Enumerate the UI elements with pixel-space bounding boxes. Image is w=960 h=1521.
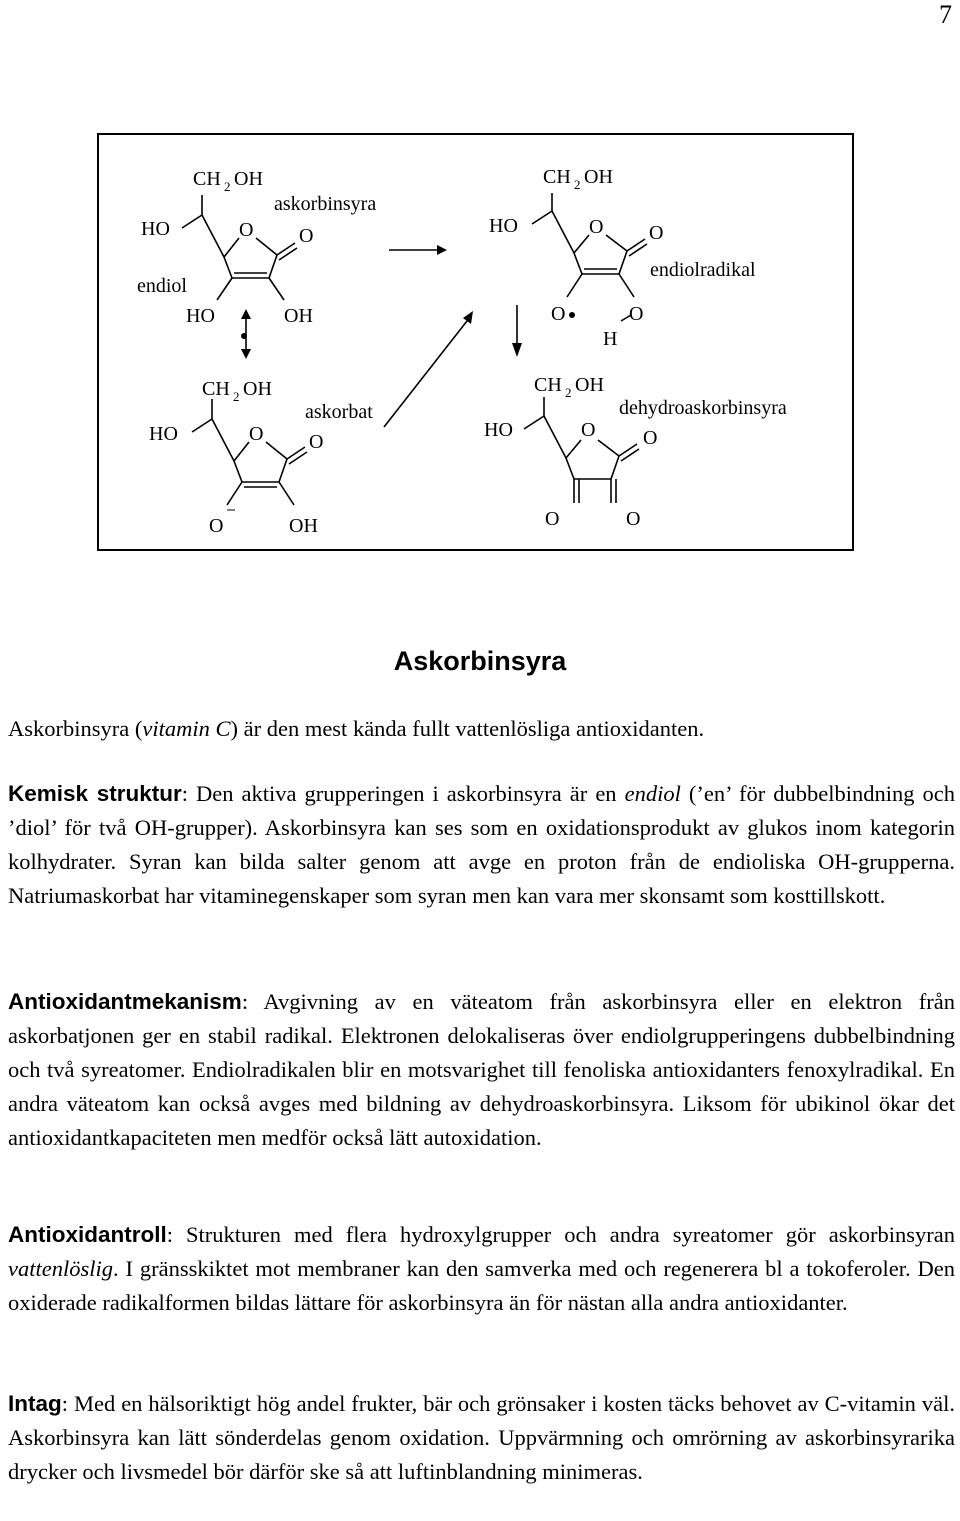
page-number: 7 [939,0,952,29]
intro-paragraph: Askorbinsyra (vitamin C) är den mest kända fullt vattenlösliga antioxidanten. [8,716,705,741]
svg-text:2: 2 [224,179,231,194]
svg-text:2: 2 [233,389,240,404]
svg-text:OH: OH [575,374,604,396]
svg-text:OH: OH [584,166,613,188]
svg-text:O: O [551,303,566,325]
svg-text:O: O [299,225,314,247]
ascorbic-acid-reaction-figure [97,133,854,551]
page-title: Askorbinsyra [393,646,567,676]
label-askorbinsyra: askorbinsyra [274,193,377,215]
svg-text:2: 2 [565,385,572,400]
svg-text:HO: HO [149,423,178,445]
label-dehydroaskorbinsyra: dehydroaskorbinsyra [619,397,787,419]
svg-text:CH: CH [202,378,230,400]
svg-text:O: O [649,222,664,244]
svg-text:H: H [603,328,618,350]
svg-text:O: O [629,303,644,325]
svg-text:HO: HO [484,419,513,441]
svg-text:HO: HO [186,305,215,327]
label-askorbat: askorbat [305,401,373,423]
svg-text:O: O [626,508,641,530]
antioxidant-role-heading: Antioxidantroll [8,1222,167,1247]
endiol-radical-molecule [532,193,647,321]
svg-text:CH: CH [543,166,571,188]
label-endiol: endiol [137,275,187,297]
svg-text:CH: CH [534,374,562,396]
figure-labels [137,166,787,537]
svg-text:O: O [309,431,324,453]
svg-text:O: O [589,216,604,238]
svg-text:O: O [209,515,224,537]
antioxidant-mechanism-heading: Antioxidantmekanism [8,989,242,1014]
svg-text:HO: HO [141,218,170,240]
svg-text:HO: HO [489,215,518,237]
antioxidant-mechanism-paragraph: Antioxidantmekanism: Avgivning av en väteatom från askorbinsyra eller en elektron från askorbatjonen ger en stabil radikal. Elektronen delokaliseras över endiolgrupperingens dubbelbindning och två syreatomer. Endiolradikalen blir en motsvarighet till fenoliska antioxidanters fenoxylradikal. En andra väteatom kan också avges med bildning av dehydroaskorbinsyra. Liksom för ubikinol ökar det antioxidantkapaciteten men medför också lätt autoxidation. [8,989,955,1150]
chemical-structure-heading: Kemisk struktur [8,781,182,806]
intake-heading: Intag [8,1391,62,1416]
reaction-arrows [241,245,522,427]
svg-text:OH: OH [243,378,272,400]
intake-paragraph: Intag: Med en hälsoriktigt hög andel frukter, bär och grönsaker i kosten täcks behovet av C-vitamin väl. Askorbinsyra kan lätt sönderdelas genom oxidation. Uppvärmning och omrörning av askorbinsyrarika drycker och livsmedel bör därför ske så att luftinblandning minimeras. [8,1391,955,1484]
label-endiolradikal: endiolradikal [650,259,756,281]
chemical-structure-paragraph: Kemisk struktur: Den aktiva grupperingen i askorbinsyra är en endiol (’en’ för dubbelbindning och ’diol’ för två OH-grupper). Askorbinsyra kan ses som en oxidationsprodukt av glukos inom kategorin kolhydrater. Syran kan bilda salter genom att avge en proton från de endioliska OH-grupperna. Natriumaskorbat har vitaminegenskaper som syran men kan vara mer skonsamt som kosttillskott. [8,781,955,908]
svg-text:CH: CH [193,168,221,190]
svg-text:OH: OH [234,168,263,190]
ascorbate-molecule [192,399,307,510]
svg-text:2: 2 [574,177,581,192]
svg-text:O: O [643,427,658,449]
svg-text:O: O [545,508,560,530]
svg-text:O: O [239,219,254,241]
reaction-scheme-diagram [99,135,856,553]
svg-text:O: O [249,423,264,445]
svg-text:OH: OH [284,305,313,327]
svg-text:O: O [581,419,596,441]
svg-text:OH: OH [289,515,318,537]
antioxidant-role-paragraph: Antioxidantroll: Strukturen med flera hydroxylgrupper och andra syreatomer gör askorbinsyran vattenlöslig. I gränsskiktet mot membraner kan den samverka med och regenerera bl a tokoferoler. Den oxiderade radikalformen bildas lättare för askorbinsyra än för nästan alla andra antioxidanter. [8,1222,955,1315]
